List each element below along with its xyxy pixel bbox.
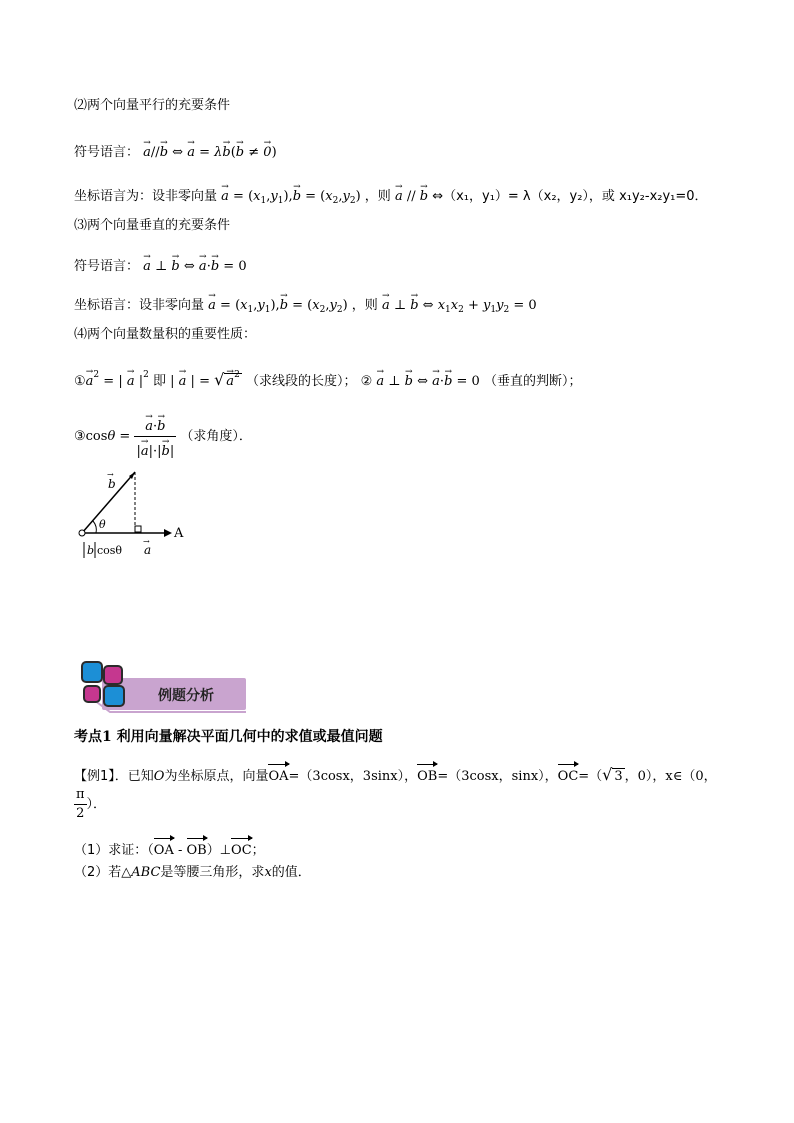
- q1-post: ）⊥: [206, 843, 232, 858]
- OB-value: =（3cosx，sinx），: [437, 769, 558, 784]
- vector-OC: OC: [558, 762, 579, 786]
- q2-abc: ABC: [131, 865, 161, 880]
- a-label: a: [144, 543, 152, 557]
- vector-OB: OB: [417, 762, 437, 786]
- angle-arc: [93, 521, 96, 533]
- section3-symbol-line: [74, 252, 247, 276]
- q1-end: ；: [251, 843, 265, 858]
- example-analysis-banner: [80, 660, 248, 716]
- b-label: b: [108, 477, 116, 491]
- coord-then: ，则: [364, 189, 391, 204]
- section4-line3: [74, 412, 252, 461]
- example-intro: ．已知: [114, 769, 154, 784]
- symbol-label-3: 符号语言：: [74, 259, 140, 274]
- coord-then-3: ，则: [351, 298, 378, 313]
- banner-square-blue-2: [104, 686, 124, 706]
- banner-title: 例题分析: [158, 688, 214, 704]
- example-line2: [74, 786, 106, 823]
- section4-title: ⑷两个向量数量积的重要性质：: [74, 327, 257, 342]
- example-intro2: 为坐标原点，向量: [164, 769, 269, 784]
- perpendicular-coord-formula: → a ⊥ → b ⇔ $x_1x_2 + y_1y_2 = 0$: [382, 298, 537, 313]
- OA-value: =（3cosx，3sinx），: [288, 769, 418, 784]
- q2-x: x: [264, 865, 272, 880]
- question-1: [74, 836, 265, 860]
- section3-coord-line: [74, 291, 537, 319]
- point-A-label: A: [174, 526, 184, 541]
- coord-label-3: 坐标语言：设非零向量: [74, 298, 205, 313]
- coord-tail: ⇔（x₁，y₁）= λ（x₂，y₂），或 x₁y₂-x₂y₁=0．: [432, 189, 708, 204]
- origin-point: [79, 530, 85, 536]
- banner-square-blue-1: [82, 662, 102, 682]
- p1-mid: 即: [152, 374, 166, 389]
- section4-line1: [74, 366, 581, 391]
- projection-figure: [74, 462, 194, 562]
- banner-square-pink-1: [104, 666, 122, 684]
- section2-symbol-line: [74, 138, 277, 162]
- coord-label: 坐标语言为：设非零向量: [74, 189, 218, 204]
- q1-OA: OA: [154, 836, 174, 860]
- theta-label: θ: [99, 518, 106, 531]
- p1-note: （求线段的长度）；: [245, 374, 357, 389]
- b-label-arrow: →: [107, 470, 114, 479]
- q2-pre: （2）若△: [74, 865, 132, 880]
- vector-def-formula-3: → $a = (x_1,y_1),\to b = (x_2,y_2)$: [208, 298, 352, 313]
- q2-mid: 是等腰三角形，求: [160, 865, 265, 880]
- property-2: ② → a ⊥ → b ⇔ → a·→ b = 0: [361, 374, 484, 389]
- q1-pre: （1）求证：（: [74, 843, 154, 858]
- example-line1: [74, 762, 717, 786]
- section2-title: ⑵两个向量平行的充要条件: [74, 98, 231, 113]
- vector-a-arrowhead: [164, 529, 172, 537]
- question-2: [74, 864, 311, 882]
- a-label-arrow: →: [143, 537, 150, 546]
- magnitude-formula: | → a | = √→ $a^2$: [170, 374, 246, 389]
- q1-mid: -: [173, 843, 187, 858]
- topic-title: 考点1 利用向量解决平面几何中的求值或最值问题: [74, 729, 383, 745]
- p2-note: （垂直的判断）；: [483, 374, 582, 389]
- bcos-label: cosθ: [97, 544, 123, 557]
- q2-post: 的值．: [271, 865, 311, 880]
- example-O: O: [153, 769, 165, 784]
- sqrt3: √ 3: [602, 765, 623, 784]
- example-label: 【例1】: [74, 769, 115, 784]
- q1-OC: OC: [231, 836, 252, 860]
- q1-OB: OB: [187, 836, 207, 860]
- vector-OA: OA: [268, 762, 288, 786]
- property-1: ①→ $a^2$ = | → a $|^2$: [74, 374, 153, 389]
- OC-value-post: ，0），x∈（0，: [624, 769, 717, 784]
- banner-square-pink-2: [84, 686, 100, 702]
- right-angle-mark: [135, 526, 141, 532]
- parallel-symbol: → a // → b: [395, 189, 428, 204]
- p3-note: （求角度）．: [180, 429, 252, 444]
- symbol-label: 符号语言：: [74, 145, 140, 160]
- pi-over-2: $\frac{\pi}{2}$: [76, 787, 85, 821]
- vector-def-formula: → $a = (x_1,y_1),\to b = (x_2,y_2)$: [221, 189, 365, 204]
- section2-coord-line: [74, 182, 708, 210]
- section3-title: ⑶两个向量垂直的充要条件: [74, 218, 231, 233]
- OC-value-pre: =（: [578, 769, 603, 784]
- perpendicular-formula: → a ⊥ → b ⇔ → a·→ b = 0: [143, 259, 246, 274]
- property-3: ③cosθ = → $\frac{a\cdot\to b}{|\to a|\cdot|\to b|}$: [74, 429, 180, 444]
- b-abs-label: b: [87, 544, 95, 557]
- parallel-formula: → a//→ b ⇔ → a = λ→ b(→ b ≠ → 0): [143, 145, 276, 160]
- example-close: ）．: [86, 797, 107, 812]
